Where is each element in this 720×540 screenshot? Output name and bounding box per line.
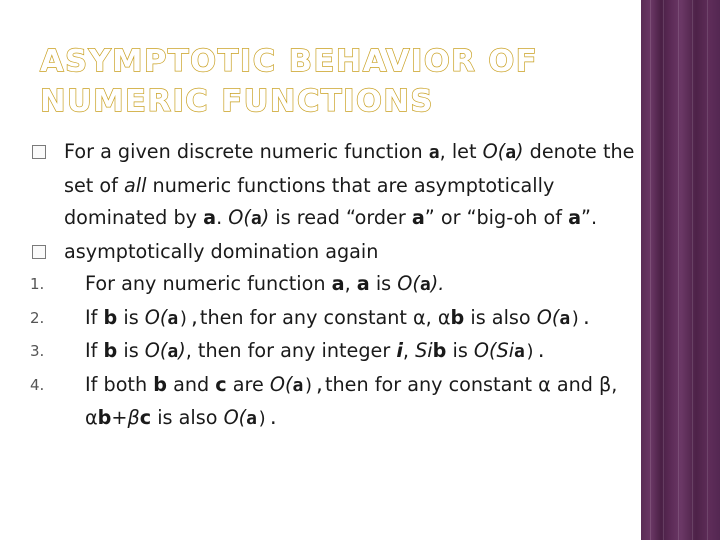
text-run: is [117,305,145,329]
text-run: O( [397,272,420,295]
item-number: 1. [30,275,45,293]
text-run: ” or “big-oh of [424,206,569,229]
text-run: a [419,274,431,295]
text-run: c [215,372,227,396]
numbered-text-4 [85,373,617,430]
numbered-text-2 [85,306,592,329]
text-run: a [167,341,179,362]
text-run: a [292,374,304,396]
text-run: is also [464,305,537,329]
numbered-item-3 [30,335,640,369]
text-run: a [356,272,370,295]
text-run: , then for any integer [185,339,397,362]
text-run: Si [496,339,515,362]
text-run: is read “order [269,206,412,229]
title-line-2: NUMERIC FUNCTIONS [40,84,434,119]
text-run: a [331,272,345,295]
text-run: , [344,272,357,295]
text-run: numeric functions that are asymptotically dominated by [64,173,555,229]
text-run: ), [303,374,325,396]
text-run: all [124,173,147,197]
text-run: O( [269,372,293,396]
text-run: . [216,206,229,229]
numbered-item-4 [30,369,640,436]
text-run: ) [178,339,186,362]
slide-title [40,42,600,122]
numbered-item-1 [30,268,640,302]
text-run: denote the set of [64,140,635,197]
text-run: b [432,339,447,362]
text-run: ”. [581,206,598,229]
text-run: ). [524,341,547,362]
text-run: , let [439,140,483,163]
text-run: are [226,372,270,396]
text-run: ) [261,206,270,229]
text-run: If [85,305,104,329]
text-run: ) [516,140,524,163]
text-run: b [153,372,167,396]
bullet-text-2 [64,240,378,263]
square-bullet-icon [32,145,46,159]
text-run: i [396,339,403,362]
text-run: O( [536,305,560,329]
text-run: a [203,206,217,229]
text-run: If [85,339,104,362]
text-run: and [166,372,216,396]
text-run: a [246,408,257,429]
bullet-item-2 [30,236,640,269]
bullet-text-1 [64,140,634,229]
title-line-1: ASYMPTOTIC BEHAVIOR OF [40,44,539,79]
text-run: For a given discrete numeric function [64,140,429,163]
text-run: , [402,339,416,362]
text-run: is [369,272,398,295]
text-run: a [559,307,571,329]
text-run: b [103,339,118,362]
text-run: For any numeric function [85,272,332,295]
slide-body [30,136,640,436]
text-run: a [514,341,525,362]
text-run: b [450,305,465,329]
numbered-text-1 [85,272,444,295]
text-run: b [103,305,118,329]
text-run: then for any constant α and β, α [85,372,618,429]
text-run: a [568,206,582,229]
text-run: then for any constant α, α [199,305,451,329]
text-run: Si [415,339,433,362]
text-run: O( [473,339,497,362]
item-number: 2. [30,308,45,327]
text-run: is [117,339,145,362]
text-run: asymptotically domination again [64,239,379,263]
text-run: a [428,142,440,163]
text-run: O( [144,339,168,362]
text-run: a [250,208,262,229]
text-run: is also [151,406,224,429]
text-run: b [97,406,112,429]
numbered-item-2 [30,302,640,336]
numbered-text-3 [85,339,547,362]
text-run: ), [178,307,200,329]
text-run: If both [85,372,154,396]
text-run: O( [144,305,168,329]
bullet-item-1 [30,136,640,236]
item-number: 4. [30,375,45,394]
text-run: c [139,406,152,429]
text-run: ). [430,272,445,295]
square-bullet-icon [32,245,46,259]
text-run: a [167,307,179,329]
text-run: ). [570,307,592,329]
text-run: a [411,206,425,229]
decorative-sidebar [641,0,720,540]
text-run: a [505,142,517,163]
text-run: O( [228,206,251,229]
text-run: O( [482,140,506,163]
item-number: 3. [30,342,45,360]
text-run: O( [223,406,247,429]
text-run: +β [111,406,140,429]
text-run: is [446,339,474,362]
text-run: ). [257,408,279,429]
